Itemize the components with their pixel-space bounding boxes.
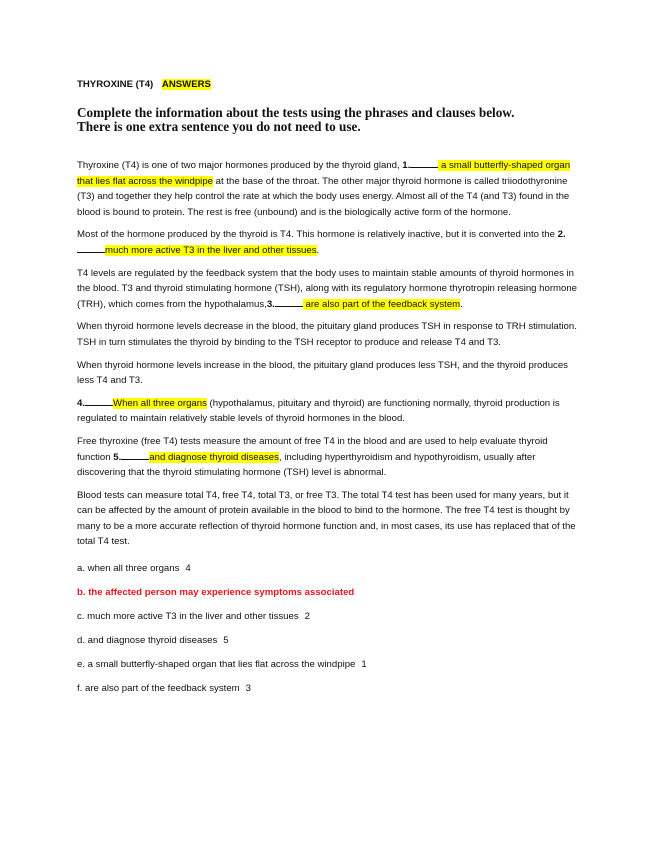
paragraph-7 (77, 434, 582, 481)
option-f-text: f. are also part of the feedback system (77, 683, 240, 695)
answer-5-highlight: and diagnose thyroid diseases (149, 451, 279, 463)
paragraph-7-text-a: Free thyroxine (free T4) tests measure the amount of free T4 in the blood and are used to help evaluate thyroid function (77, 435, 548, 463)
blank-4-line (85, 396, 113, 406)
blank-2-number: 2. (557, 229, 566, 241)
paragraph-2-text-b: . (316, 244, 320, 256)
option-c-text: c. much more active T3 in the liver and other tissues (77, 611, 299, 623)
paragraph-1-text-a: Thyroxine (T4) is one of two major hormones produced by the thyroid gland, (77, 160, 403, 171)
blank-5-line (121, 450, 149, 460)
option-e-text: e. a small butterfly-shaped organ that lies flat across the windpipe (77, 659, 356, 671)
document-page (77, 78, 582, 706)
paragraph-1-text-b: at the base of the throat. The other major thyroid hormone is called triiodothyronine (T3) and together they help control the rate at which the body uses energy. Almost all of the T4 (and T3) found in the blood is bound to protein. The rest is free (unbound) and is the biologically active form of the hormone. (77, 175, 570, 218)
document-title (77, 78, 582, 92)
passage (77, 158, 582, 550)
instructions-line-1: Complete the information about the tests using the phrases and clauses below. (77, 105, 515, 120)
answer-3-highlight: are also part of the feedback system (302, 298, 461, 310)
paragraph-2-text-a: Most of the hormone produced by the thyroid is T4. This hormone is relatively inactive, but it is converted into the (77, 229, 558, 241)
instructions (77, 106, 582, 134)
blank-4-number: 4. (77, 397, 86, 409)
paragraph-6-text-b: (hypothalamus, pituitary and thyroid) are functioning normally, thyroid production is regulated to maintain relatively stable levels of thyroid hormones in the blood. (77, 397, 560, 425)
option-b (77, 586, 582, 610)
blank-1-number: 1. (402, 160, 411, 171)
paragraph-6 (77, 396, 582, 427)
options-list (77, 562, 582, 706)
answers-label: ANSWERS (161, 79, 211, 90)
blank-3-line (275, 297, 303, 307)
instructions-line-2: There is one extra sentence you do not need to use. (77, 119, 361, 134)
paragraph-3 (77, 266, 582, 313)
blank-2-line (77, 243, 105, 253)
option-f-key: 3 (245, 683, 251, 695)
option-b-extra-sentence: the affected person may experience symptoms associated (88, 587, 355, 599)
option-f (77, 682, 582, 706)
option-a-text: a. when all three organs (77, 563, 180, 575)
option-d-key: 5 (223, 635, 229, 647)
blank-1-line (410, 158, 438, 168)
paragraph-3-text-b: . (460, 298, 463, 310)
paragraph-4: When thyroid hormone levels decrease in the blood, the pituitary gland produces TSH in response to TRH stimulation. TSH in turn stimulates the thyroid by binding to the TSH receptor to produce and release T4 and T3. (77, 321, 577, 348)
option-a-key: 4 (185, 563, 191, 575)
option-d (77, 634, 582, 658)
paragraph-8: Blood tests can measure total T4, free T4, total T3, or free T3. The total T4 test has been used for many years, but it can be affected by the amount of protein available in the blood to bind to the hormone. The free T4 test is thought by many to be a more accurate reflection of thyroid hormone function and, in most cases, its use has replaced that of the total T4 test. (77, 489, 576, 548)
answer-2-highlight: much more active T3 in the liver and other tissues (105, 244, 317, 256)
paragraph-3-text-a: T4 levels are regulated by the feedback system that the body uses to maintain stable amounts of thyroid hormones in the blood. T3 and thyroid stimulating hormone (TSH), along with its regulatory hormone thyrotropin releasing hormone (TRH), which comes from the hypothalamus, (77, 267, 578, 310)
option-c (77, 610, 582, 634)
blank-5-number: 5. (113, 451, 122, 463)
paragraph-5: When thyroid hormone levels increase in the blood, the pituitary gland produces less TSH, and the thyroid produces less T4 and T3. (77, 359, 568, 387)
option-e (77, 658, 582, 682)
option-e-key: 1 (361, 659, 367, 671)
blank-3-number: 3. (266, 298, 275, 310)
option-a (77, 562, 582, 586)
title-text: THYROXINE (T4) (77, 79, 154, 90)
paragraph-2 (77, 227, 582, 258)
option-d-text: d. and diagnose thyroid diseases (77, 635, 218, 647)
paragraph-7-text-b: , including hyperthyroidism and hypothyroidism, usually after discovering that the thyroid stimulating hormone (TSH) level is abnormal. (77, 451, 536, 479)
option-b-letter: b. (77, 587, 89, 599)
option-c-key: 2 (304, 611, 310, 623)
answer-4-highlight: When all three organs (113, 397, 207, 409)
paragraph-1 (77, 158, 582, 220)
answer-1-highlight: a small butterfly-shaped organ that lies flat across the windpipe (77, 160, 571, 187)
